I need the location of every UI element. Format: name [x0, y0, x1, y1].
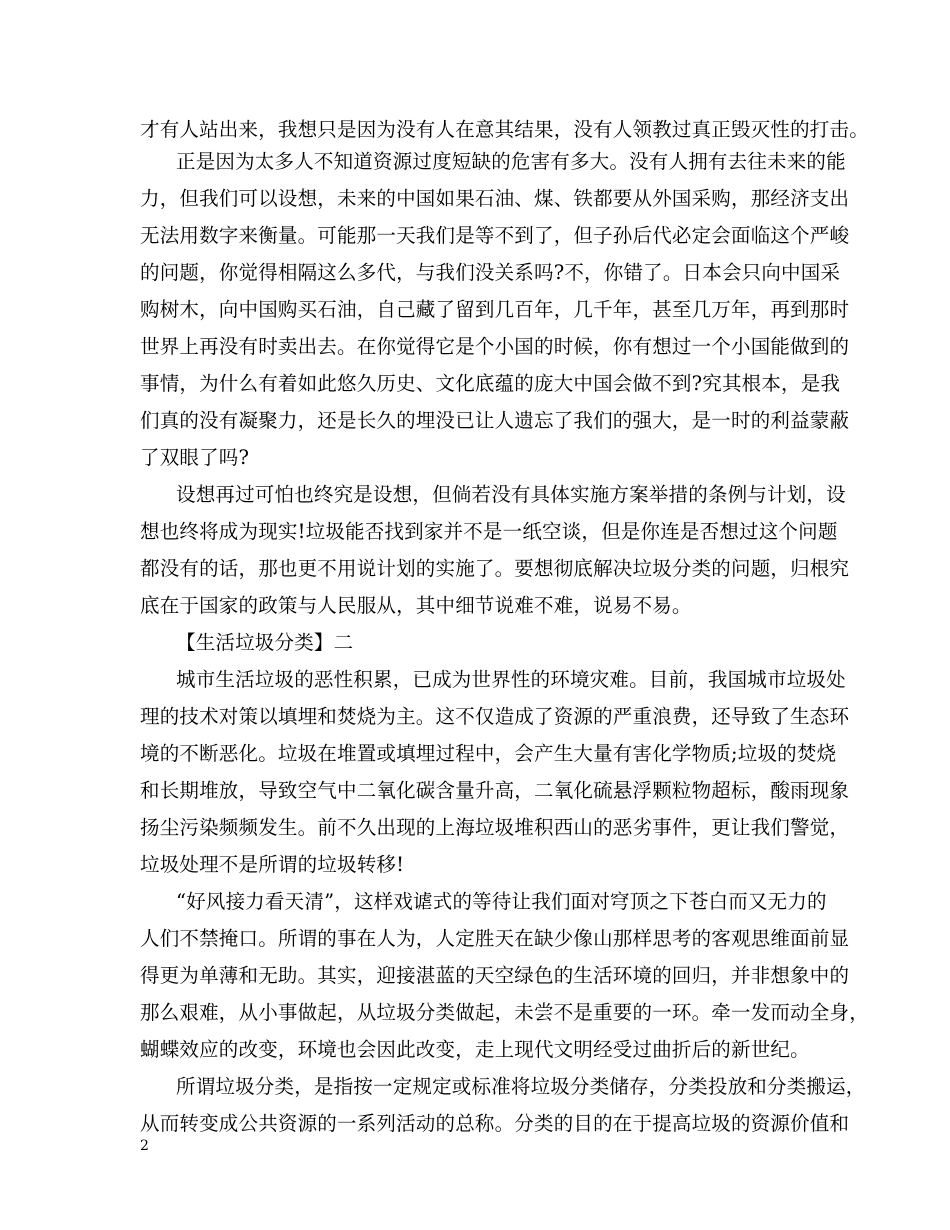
text-line: 们真的没有凝聚力，还是长久的埋没已让人遗忘了我们的强大，是一时的利益蒙蔽 — [140, 409, 850, 432]
text-line: 人们不禁掩口。所谓的事在人为，人定胜天在缺少像山那样思考的客观思维面前显 — [140, 927, 850, 950]
text-line: 所谓垃圾分类，是指按一定规定或标准将垃圾分类储存，分类投放和分类搬运， — [176, 1075, 866, 1098]
text-line: 理的技术对策以填埋和焚烧为主。这不仅造成了资源的严重浪费，还导致了生态环 — [140, 705, 850, 728]
page-number: 2 — [140, 1138, 149, 1154]
text-line: 想也终将成为现实!垃圾能否找到家并不是一纸空谈，但是你连是否想过这个问题 — [140, 520, 838, 543]
text-line: 事情，为什么有着如此悠久历史、文化底蕴的庞大中国会做不到?究其根本，是我 — [140, 372, 841, 395]
text-line: 扬尘污染频频发生。前不久出现的上海垃圾堆积西山的恶劣事件，更让我们警觉， — [140, 816, 850, 839]
text-line: 和长期堆放，导致空气中二氧化碳含量升高，二氧化硫悬浮颗粒物超标，酸雨现象 — [140, 779, 850, 802]
text-line: 世界上再没有时卖出去。在你觉得它是个小国的时候，你有想过一个小国能做到的 — [140, 335, 850, 358]
text-line: 设想再过可怕也终究是设想，但倘若没有具体实施方案举措的条例与计划，设 — [176, 483, 846, 506]
text-line: 境的不断恶化。垃圾在堆置或填埋过程中，会产生大量有害化学物质;垃圾的焚烧 — [140, 742, 837, 765]
text-line: 无法用数字来衡量。可能那一天我们是等不到了，但子孙后代必定会面临这个严峻 — [140, 224, 850, 247]
text-line: 才有人站出来，我想只是因为没有人在意其结果，没有人领教过真正毁灭性的打击。 — [140, 118, 869, 141]
text-line: 垃圾处理不是所谓的垃圾转移! — [140, 853, 405, 876]
text-line: 的问题，你觉得相隔这么多代，与我们没关系吗?不，你错了。日本会只向中国采 — [140, 261, 841, 284]
text-line: 从而转变成公共资源的一系列活动的总称。分类的目的在于提高垃圾的资源价值和 — [140, 1112, 850, 1135]
text-line: 力，但我们可以设想，未来的中国如果石油、煤、铁都要从外国采购，那经济支出 — [140, 187, 850, 210]
text-line: 底在于国家的政策与人民服从，其中细节说难不难，说易不易。 — [140, 594, 692, 617]
text-line: “好风接力看天清”，这样戏谑式的等待让我们面对穹顶之下苍白而又无力的 — [176, 890, 827, 913]
text-line: 蝴蝶效应的改变，环境也会因此改变，走上现代文明经受过曲折后的新世纪。 — [140, 1038, 810, 1061]
text-line: 购树木，向中国购买石油，自己藏了留到几百年，几千年，甚至几万年，再到那时 — [140, 298, 850, 321]
text-line: 城市生活垃圾的恶性积累，已成为世界性的环境灾难。目前，我国城市垃圾处 — [176, 668, 846, 691]
text-line: 都没有的话，那也更不用说计划的实施了。要想彻底解决垃圾分类的问题，归根究 — [140, 557, 850, 580]
text-line: 得更为单薄和无助。其实，迎接湛蓝的天空绿色的生活环境的回归，并非想象中的 — [140, 964, 850, 987]
text-line: 那么艰难，从小事做起，从垃圾分类做起，未尝不是重要的一环。牵一发而动全身， — [140, 1001, 869, 1024]
text-line: 正是因为太多人不知道资源过度短缺的危害有多大。没有人拥有去往未来的能 — [176, 150, 846, 173]
text-line: 了双眼了吗? — [140, 446, 250, 469]
section-heading: 【生活垃圾分类】二 — [176, 631, 354, 654]
